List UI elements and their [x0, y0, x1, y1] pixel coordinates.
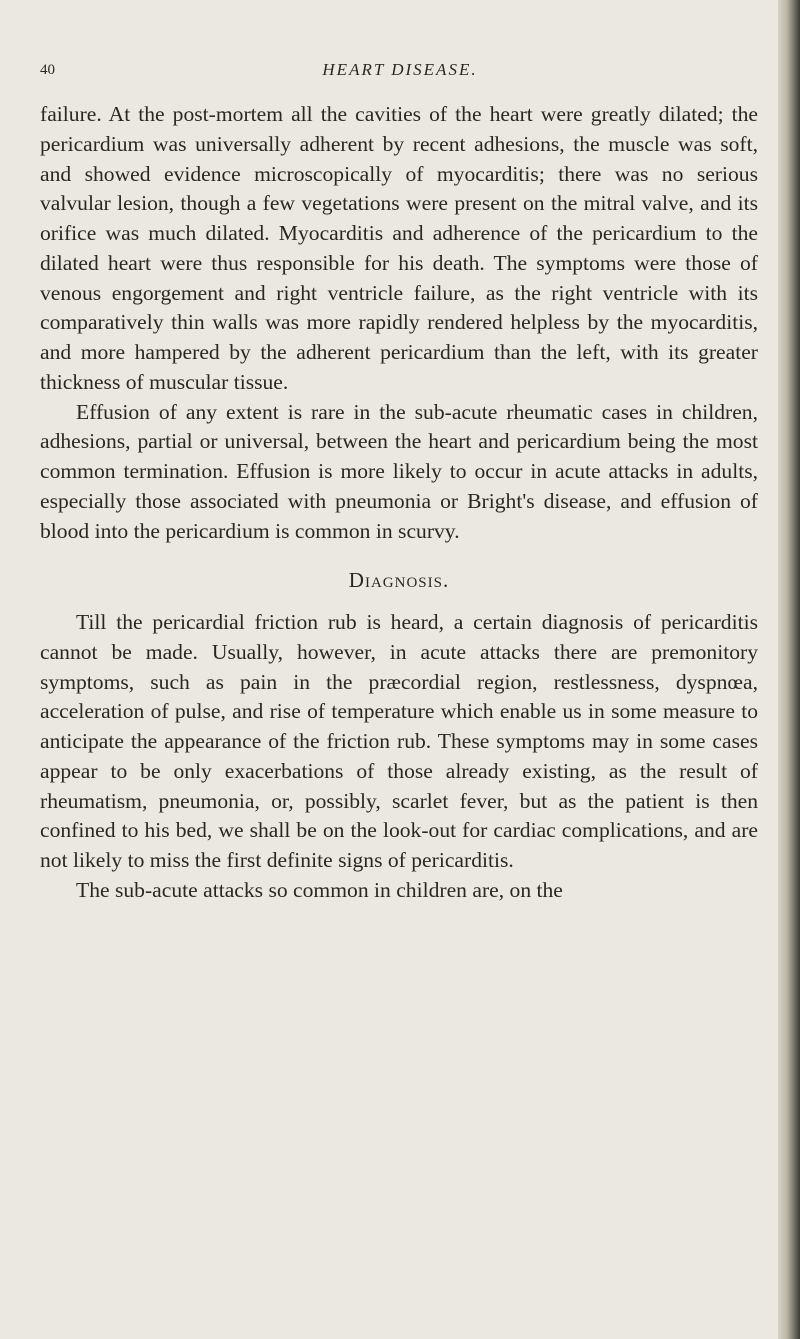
running-head: HEART DISEASE. — [322, 60, 478, 79]
page-edge-shadow — [778, 0, 800, 1339]
page-header — [40, 56, 760, 90]
section-heading-diagnosis: Diagnosis. — [348, 568, 450, 593]
paragraph-continuation: failure. At the post-mortem all the cavities of the heart were greatly dilated; the pericardium was universally adherent by recent adhesions, the muscle was soft, and showed evidence microscopically of myocarditis; there was no serious valvular lesion, though a few vegetations were present on the mitral valve, and its orifice was much dilated. Myocarditis and adherence of the pericardium to the dilated heart were thus responsible for his death. The symptoms were those of venous engorgement and right ventricle failure, as the right ventricle with its comparatively thin walls was more rapidly rendered helpless by the myocarditis, and more hampered by the adherent pericardium than the left, with its greater thickness of muscular tissue. — [40, 102, 758, 394]
page-number: 40 — [40, 62, 55, 78]
paragraph-sub-acute: The sub-acute attacks so common in children are, on the — [76, 877, 563, 902]
paragraph-effusion: Effusion of any extent is rare in the sub-acute rheumatic cases in children, adhesions, partial or universal, between the heart and pericardium being the most common termination. Effusion is more likely to occur in acute attacks in adults, especially those associated with pneumonia or Bright's disease, and effusion of blood into the pericardium is common in scurvy. — [40, 399, 758, 543]
paragraph-diagnosis: Till the pericardial friction rub is heard, a certain diagnosis of pericarditis cannot be made. Usually, however, in acute attacks there are premonitory symptoms, such as pain in the præcordial region, restlessness, dyspnœa, acceleration of pulse, and rise of temperature which enable us in some measure to anticipate the appearance of the friction rub. These symptoms may in some cases appear to be only exacerbations of those already existing, as the result of rheumatism, pneumonia, or, possibly, scarlet fever, but as the patient is then confined to his bed, we shall be on the look-out for cardiac complications, and are not likely to miss the first definite signs of pericarditis. — [40, 610, 758, 872]
body-text — [40, 100, 758, 906]
